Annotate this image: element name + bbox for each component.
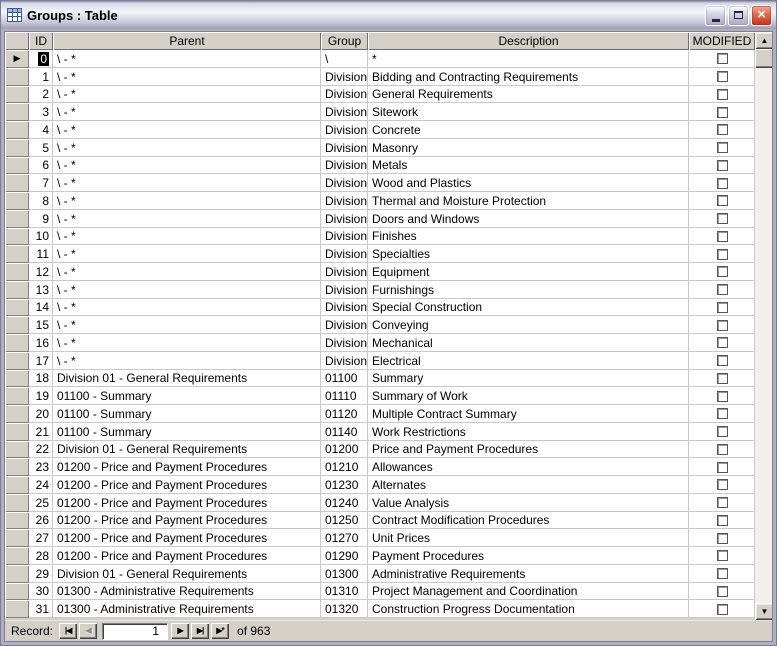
row-selector[interactable] <box>5 210 29 228</box>
cell-description[interactable]: Conveying <box>368 316 689 334</box>
modified-checkbox[interactable] <box>717 302 728 313</box>
cell-description[interactable]: Payment Procedures <box>368 547 689 565</box>
cell-id[interactable]: 19 <box>29 387 53 405</box>
cell-id[interactable]: 18 <box>29 370 53 388</box>
cell-description[interactable]: Unit Prices <box>368 529 689 547</box>
modified-checkbox[interactable] <box>717 284 728 295</box>
cell-modified <box>689 476 755 494</box>
cell-parent[interactable]: Division 01 - General Requirements <box>53 565 321 583</box>
cell-modified <box>689 263 755 281</box>
cell-modified <box>689 512 755 530</box>
row-selector[interactable] <box>5 494 29 512</box>
row-selector[interactable] <box>5 68 29 86</box>
cell-parent[interactable]: \ - * <box>53 281 321 299</box>
scrollbar-track[interactable] <box>755 68 772 603</box>
cell-group[interactable]: Division <box>321 316 368 334</box>
cell-modified <box>689 405 755 423</box>
table-row <box>5 192 755 210</box>
cell-parent[interactable]: \ - * <box>53 103 321 121</box>
cell-description[interactable]: Electrical <box>368 352 689 370</box>
row-selector[interactable] <box>5 281 29 299</box>
cell-id[interactable]: 23 <box>29 458 53 476</box>
table-row <box>5 512 755 530</box>
cell-modified <box>689 529 755 547</box>
cell-description[interactable]: Metals <box>368 157 689 175</box>
cell-description[interactable]: Work Restrictions <box>368 423 689 441</box>
table-row <box>5 86 755 104</box>
table-row <box>5 370 755 388</box>
cell-group[interactable]: Division <box>321 174 368 192</box>
maximize-button[interactable] <box>728 5 749 26</box>
cell-parent[interactable]: \ - * <box>53 210 321 228</box>
cell-description[interactable]: Summary <box>368 370 689 388</box>
column-header-modified[interactable]: MODIFIED <box>689 32 755 50</box>
cell-modified <box>689 157 755 175</box>
modified-checkbox[interactable] <box>717 231 728 242</box>
cell-modified <box>689 458 755 476</box>
record-navigation-bar <box>5 620 772 641</box>
row-selector[interactable] <box>5 299 29 317</box>
table-row <box>5 299 755 317</box>
cell-group[interactable]: Division <box>321 68 368 86</box>
cell-description[interactable]: * <box>368 50 689 68</box>
record-label: Record: <box>11 624 54 638</box>
cell-id[interactable]: 27 <box>29 529 53 547</box>
cell-group[interactable]: 01320 <box>321 600 368 618</box>
row-selector[interactable] <box>5 512 29 530</box>
modified-checkbox[interactable] <box>717 249 728 260</box>
scroll-up-button[interactable] <box>755 32 772 49</box>
row-selector[interactable] <box>5 228 29 246</box>
cell-id[interactable]: 16 <box>29 334 53 352</box>
row-selector[interactable] <box>5 174 29 192</box>
cell-parent[interactable]: 01200 - Price and Payment Procedures <box>53 458 321 476</box>
cell-modified <box>689 68 755 86</box>
modified-checkbox[interactable] <box>717 320 728 331</box>
modified-checkbox[interactable] <box>717 71 728 82</box>
cell-id[interactable]: 1 <box>29 68 53 86</box>
cell-description[interactable]: Furnishings <box>368 281 689 299</box>
sheet-area <box>5 32 772 620</box>
cell-description[interactable]: Construction Progress Documentation <box>368 600 689 618</box>
modified-checkbox[interactable] <box>717 213 728 224</box>
modified-checkbox[interactable] <box>717 142 728 153</box>
scrollbar-thumb[interactable] <box>755 49 772 68</box>
cell-parent[interactable]: \ - * <box>53 139 321 157</box>
row-selector[interactable] <box>5 316 29 334</box>
modified-checkbox[interactable] <box>717 391 728 402</box>
cell-id[interactable]: 17 <box>29 352 53 370</box>
modified-checkbox[interactable] <box>717 337 728 348</box>
cell-parent[interactable]: 01200 - Price and Payment Procedures <box>53 476 321 494</box>
table-row <box>5 210 755 228</box>
cell-parent[interactable]: \ - * <box>53 157 321 175</box>
modified-checkbox[interactable] <box>717 195 728 206</box>
cell-id[interactable]: 9 <box>29 210 53 228</box>
cell-description[interactable]: Equipment <box>368 263 689 281</box>
column-header-parent[interactable]: Parent <box>53 32 321 50</box>
cell-group[interactable]: Division <box>321 281 368 299</box>
cell-modified <box>689 210 755 228</box>
row-selector[interactable] <box>5 334 29 352</box>
row-selector[interactable] <box>5 423 29 441</box>
cell-parent[interactable]: 01200 - Price and Payment Procedures <box>53 494 321 512</box>
cell-description[interactable]: Sitework <box>368 103 689 121</box>
cell-description[interactable]: Specialties <box>368 245 689 263</box>
table-row <box>5 476 755 494</box>
modified-checkbox[interactable] <box>717 568 728 579</box>
cell-parent[interactable]: \ - * <box>53 121 321 139</box>
cell-parent[interactable]: Division 01 - General Requirements <box>53 370 321 388</box>
cell-id[interactable]: 10 <box>29 228 53 246</box>
titlebar[interactable] <box>1 1 776 29</box>
row-selector[interactable] <box>5 547 29 565</box>
table-row <box>5 68 755 86</box>
cell-group[interactable]: 01310 <box>321 583 368 601</box>
cell-parent[interactable]: 01300 - Administrative Requirements <box>53 600 321 618</box>
new-record-button[interactable] <box>211 623 229 639</box>
row-selector[interactable] <box>5 157 29 175</box>
cell-id[interactable]: 6 <box>29 157 53 175</box>
modified-checkbox[interactable] <box>717 550 728 561</box>
datasheet-body <box>4 31 773 642</box>
cell-modified <box>689 192 755 210</box>
table-row <box>5 263 755 281</box>
modified-checkbox[interactable] <box>717 444 728 455</box>
modified-checkbox[interactable] <box>717 355 728 366</box>
modified-checkbox[interactable] <box>717 586 728 597</box>
row-selector[interactable] <box>5 245 29 263</box>
row-selector[interactable] <box>5 565 29 583</box>
cell-parent[interactable]: \ - * <box>53 316 321 334</box>
row-selector[interactable] <box>5 405 29 423</box>
row-selector[interactable] <box>5 600 29 618</box>
cell-modified <box>689 245 755 263</box>
column-header-id[interactable]: ID <box>29 32 53 50</box>
cell-id[interactable]: 24 <box>29 476 53 494</box>
row-selector[interactable] <box>5 86 29 104</box>
table-row <box>5 281 755 299</box>
cell-group[interactable]: 01300 <box>321 565 368 583</box>
cell-modified <box>689 174 755 192</box>
modified-checkbox[interactable] <box>717 89 728 100</box>
modified-checkbox[interactable] <box>717 53 728 64</box>
cell-group[interactable]: 01110 <box>321 387 368 405</box>
cell-modified <box>689 86 755 104</box>
modified-checkbox[interactable] <box>717 373 728 384</box>
last-record-icon: ▶| <box>196 626 204 635</box>
next-record-icon: ▶ <box>177 626 183 635</box>
cell-group[interactable]: Division <box>321 263 368 281</box>
modified-checkbox[interactable] <box>717 604 728 615</box>
cell-description[interactable]: Contract Modification Procedures <box>368 512 689 530</box>
cell-parent[interactable]: 01100 - Summary <box>53 387 321 405</box>
cell-parent[interactable]: 01200 - Price and Payment Procedures <box>53 512 321 530</box>
cell-description[interactable]: Summary of Work <box>368 387 689 405</box>
cell-description[interactable]: Price and Payment Procedures <box>368 441 689 459</box>
cell-description[interactable]: Finishes <box>368 228 689 246</box>
cell-group[interactable]: Division <box>321 228 368 246</box>
table-row <box>5 458 755 476</box>
cell-parent[interactable]: 01200 - Price and Payment Procedures <box>53 529 321 547</box>
window-title: Groups : Table <box>27 7 118 23</box>
arrow-down-icon: ▼ <box>760 606 769 616</box>
cell-parent[interactable]: \ - * <box>53 228 321 246</box>
modified-checkbox[interactable] <box>717 497 728 508</box>
cell-parent[interactable]: \ - * <box>53 86 321 104</box>
maximize-icon <box>734 11 743 19</box>
datasheet-grid <box>5 32 755 620</box>
first-record-icon: |◀ <box>64 626 72 635</box>
cell-modified <box>689 121 755 139</box>
cell-modified <box>689 299 755 317</box>
table-row <box>5 423 755 441</box>
row-selector[interactable] <box>5 370 29 388</box>
row-selector[interactable] <box>5 121 29 139</box>
cell-id[interactable]: 25 <box>29 494 53 512</box>
table-row <box>5 50 755 68</box>
modified-checkbox[interactable] <box>717 479 728 490</box>
cell-modified <box>689 387 755 405</box>
close-icon: × <box>757 6 766 23</box>
cell-modified <box>689 423 755 441</box>
table-row <box>5 103 755 121</box>
cell-parent[interactable]: \ - * <box>53 334 321 352</box>
cell-modified <box>689 370 755 388</box>
cell-id[interactable]: 3 <box>29 103 53 121</box>
cell-parent[interactable]: \ - * <box>53 245 321 263</box>
cell-id[interactable]: 12 <box>29 263 53 281</box>
cell-modified <box>689 441 755 459</box>
cell-modified <box>689 281 755 299</box>
cell-modified <box>689 50 755 68</box>
cell-id[interactable]: 28 <box>29 547 53 565</box>
cell-group[interactable]: 01100 <box>321 370 368 388</box>
row-selector[interactable] <box>5 387 29 405</box>
modified-checkbox[interactable] <box>717 426 728 437</box>
cell-parent[interactable]: \ - * <box>53 174 321 192</box>
table-row <box>5 245 755 263</box>
table-row <box>5 139 755 157</box>
table-row <box>5 228 755 246</box>
table-row <box>5 583 755 601</box>
cell-id[interactable]: 21 <box>29 423 53 441</box>
cell-description[interactable]: Allowances <box>368 458 689 476</box>
row-selector[interactable] <box>5 458 29 476</box>
cell-id[interactable]: 5 <box>29 139 53 157</box>
modified-checkbox[interactable] <box>717 178 728 189</box>
cell-group[interactable]: Division <box>321 139 368 157</box>
row-selector[interactable] <box>5 263 29 281</box>
cell-modified <box>689 316 755 334</box>
cell-id[interactable]: 29 <box>29 565 53 583</box>
cell-description[interactable]: Thermal and Moisture Protection <box>368 192 689 210</box>
row-selector[interactable] <box>5 192 29 210</box>
row-selector[interactable] <box>5 441 29 459</box>
cell-group[interactable]: Division <box>321 245 368 263</box>
table-row <box>5 441 755 459</box>
cell-id[interactable]: 4 <box>29 121 53 139</box>
cell-parent[interactable]: 01200 - Price and Payment Procedures <box>53 547 321 565</box>
row-selector[interactable] <box>5 529 29 547</box>
arrow-up-icon: ▲ <box>760 35 769 45</box>
cell-group[interactable]: 01120 <box>321 405 368 423</box>
cell-id[interactable]: 11 <box>29 245 53 263</box>
cell-group[interactable]: 01240 <box>321 494 368 512</box>
cell-modified <box>689 228 755 246</box>
cell-group[interactable]: 01270 <box>321 529 368 547</box>
table-row <box>5 174 755 192</box>
cell-parent[interactable]: \ - * <box>53 68 321 86</box>
cell-modified <box>689 352 755 370</box>
cell-modified <box>689 565 755 583</box>
table-row <box>5 494 755 512</box>
record-count-label: of 963 <box>237 624 271 638</box>
cell-id[interactable]: 14 <box>29 299 53 317</box>
cell-parent[interactable]: Division 01 - General Requirements <box>53 441 321 459</box>
column-header-row <box>5 32 755 50</box>
cell-description[interactable]: Mechanical <box>368 334 689 352</box>
modified-checkbox[interactable] <box>717 462 728 473</box>
next-record-button[interactable] <box>171 623 189 639</box>
cell-description[interactable]: Concrete <box>368 121 689 139</box>
cell-modified <box>689 139 755 157</box>
cell-modified <box>689 103 755 121</box>
cell-id[interactable]: 8 <box>29 192 53 210</box>
column-header-description[interactable]: Description <box>368 32 689 50</box>
cell-parent[interactable]: \ - * <box>53 50 321 68</box>
modified-checkbox[interactable] <box>717 408 728 419</box>
record-selector-corner[interactable] <box>5 32 29 50</box>
modified-checkbox[interactable] <box>717 515 728 526</box>
cell-description[interactable]: Doors and Windows <box>368 210 689 228</box>
cell-modified <box>689 583 755 601</box>
cell-parent[interactable]: \ - * <box>53 352 321 370</box>
row-selector[interactable] <box>5 583 29 601</box>
cell-group[interactable]: Division <box>321 334 368 352</box>
cell-parent[interactable]: \ - * <box>53 263 321 281</box>
table-row <box>5 547 755 565</box>
cell-id[interactable]: 20 <box>29 405 53 423</box>
modified-checkbox[interactable] <box>717 124 728 135</box>
last-record-button[interactable] <box>191 623 209 639</box>
table-row <box>5 405 755 423</box>
table-row <box>5 157 755 175</box>
cell-id[interactable]: 13 <box>29 281 53 299</box>
modified-checkbox[interactable] <box>717 533 728 544</box>
cell-description[interactable]: Value Analysis <box>368 494 689 512</box>
cell-description[interactable]: Masonry <box>368 139 689 157</box>
table-row <box>5 334 755 352</box>
cell-group[interactable]: Division <box>321 86 368 104</box>
cell-parent[interactable]: 01300 - Administrative Requirements <box>53 583 321 601</box>
cell-description[interactable]: Administrative Requirements <box>368 565 689 583</box>
cell-description[interactable]: Special Construction <box>368 299 689 317</box>
table-row <box>5 529 755 547</box>
cell-group[interactable]: 01250 <box>321 512 368 530</box>
cell-id[interactable]: 7 <box>29 174 53 192</box>
modified-checkbox[interactable] <box>717 266 728 277</box>
cell-parent[interactable]: \ - * <box>53 192 321 210</box>
cell-modified <box>689 600 755 618</box>
table-row <box>5 316 755 334</box>
cell-id[interactable]: 31 <box>29 600 53 618</box>
cell-description[interactable]: Wood and Plastics <box>368 174 689 192</box>
close-button[interactable] <box>751 5 772 26</box>
new-record-icon: ▶* <box>216 626 224 635</box>
cell-id[interactable]: 15 <box>29 316 53 334</box>
cell-id[interactable]: 22 <box>29 441 53 459</box>
column-header-group[interactable]: Group <box>321 32 368 50</box>
row-selector[interactable] <box>5 139 29 157</box>
cell-modified <box>689 334 755 352</box>
first-record-button[interactable] <box>59 623 77 639</box>
cell-group[interactable]: 01210 <box>321 458 368 476</box>
cell-id[interactable]: 2 <box>29 86 53 104</box>
cell-modified <box>689 547 755 565</box>
cell-group[interactable]: Division <box>321 121 368 139</box>
cell-parent[interactable]: 01100 - Summary <box>53 405 321 423</box>
scroll-down-button[interactable] <box>755 603 772 620</box>
cell-id[interactable]: 26 <box>29 512 53 530</box>
row-selector[interactable] <box>5 352 29 370</box>
table-row <box>5 600 755 618</box>
row-selector[interactable]: ▶ <box>5 50 29 68</box>
row-selector[interactable] <box>5 103 29 121</box>
modified-checkbox[interactable] <box>717 160 728 171</box>
table-row <box>5 565 755 583</box>
row-selector[interactable] <box>5 476 29 494</box>
previous-record-button[interactable] <box>79 623 97 639</box>
table-row <box>5 352 755 370</box>
cell-group[interactable]: 01200 <box>321 441 368 459</box>
vertical-scrollbar[interactable] <box>755 32 772 620</box>
cell-group[interactable]: Division <box>321 210 368 228</box>
cell-group[interactable]: 01140 <box>321 423 368 441</box>
rows <box>5 50 755 618</box>
cell-group[interactable]: \ <box>321 50 368 68</box>
cell-group[interactable]: Division <box>321 299 368 317</box>
cell-modified <box>689 494 755 512</box>
table-row <box>5 121 755 139</box>
cell-id[interactable] <box>29 50 53 68</box>
cell-group[interactable]: Division <box>321 157 368 175</box>
cell-parent[interactable]: 01100 - Summary <box>53 423 321 441</box>
previous-record-icon: ◀ <box>85 626 91 635</box>
selected-id-value[interactable]: 0 <box>40 51 47 66</box>
cell-description[interactable]: Project Management and Coordination <box>368 583 689 601</box>
cell-description[interactable]: General Requirements <box>368 86 689 104</box>
cell-group[interactable]: 01290 <box>321 547 368 565</box>
cell-group[interactable]: 01230 <box>321 476 368 494</box>
table-grid-icon[interactable] <box>7 8 22 22</box>
cell-description[interactable]: Multiple Contract Summary <box>368 405 689 423</box>
record-number-input[interactable] <box>102 623 168 640</box>
cell-group[interactable]: Division <box>321 192 368 210</box>
cell-parent[interactable]: \ - * <box>53 299 321 317</box>
minimize-button[interactable] <box>705 5 726 26</box>
cell-group[interactable]: Division <box>321 103 368 121</box>
cell-group[interactable]: Division <box>321 352 368 370</box>
modified-checkbox[interactable] <box>717 107 728 118</box>
cell-description[interactable]: Bidding and Contracting Requirements <box>368 68 689 86</box>
minimize-icon <box>712 19 720 22</box>
cell-description[interactable]: Alternates <box>368 476 689 494</box>
cell-id[interactable]: 30 <box>29 583 53 601</box>
table-row <box>5 387 755 405</box>
